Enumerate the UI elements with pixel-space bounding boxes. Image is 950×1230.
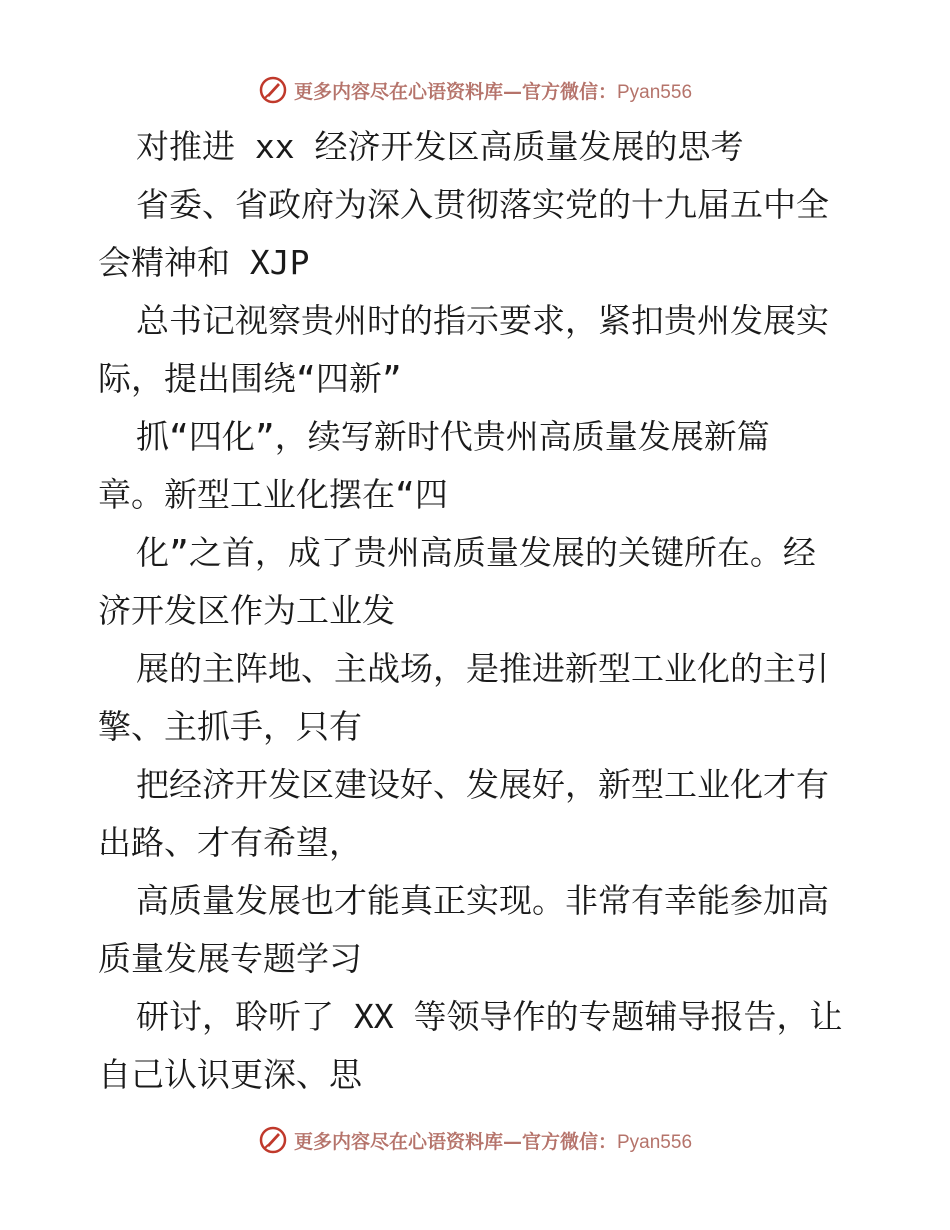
watermark-wechat-id: Pyan556 [617,81,693,103]
body-line: 济开发区作为工业发 [98,591,395,630]
body-line: 省委、省政府为深入贯彻落实党的十九届五中全 [136,185,829,224]
logo-icon [258,1125,288,1155]
body-line: 会精神和 XJP [98,243,310,282]
document-body [98,118,858,1104]
body-line: 章。新型工业化摆在“四 [98,475,448,514]
watermark-text: 更多内容尽在心语资料库—官方微信： [293,1130,617,1153]
header-watermark [0,70,950,110]
body-line: 抓“四化”，续写新时代贵州高质量发展新篇 [136,417,770,456]
watermark-wechat-id: Pyan556 [617,1131,693,1153]
body-line: 自己认识更深、思 [98,1055,362,1094]
body-line: 把经济开发区建设好、发展好，新型工业化才有 [136,765,829,804]
logo-icon [258,75,288,105]
body-line: 研讨，聆听了 XX 等领导作的专题辅导报告，让 [136,997,843,1036]
footer-watermark [0,1120,950,1160]
body-line: 高质量发展也才能真正实现。非常有幸能参加高 [136,881,829,920]
body-line: 擎、主抓手，只有 [98,707,362,746]
document-title: 对推进 xx 经济开发区高质量发展的思考 [136,127,744,166]
watermark-text: 更多内容尽在心语资料库—官方微信： [293,80,617,103]
body-line: 展的主阵地、主战场，是推进新型工业化的主引 [136,649,829,688]
body-line: 出路、才有希望， [98,823,362,862]
body-line: 质量发展专题学习 [98,939,362,978]
body-line: 际，提出围绕“四新” [98,359,402,398]
body-line: 总书记视察贵州时的指示要求，紧扣贵州发展实 [136,301,829,340]
body-line: 化”之首，成了贵州高质量发展的关键所在。经 [136,533,816,572]
